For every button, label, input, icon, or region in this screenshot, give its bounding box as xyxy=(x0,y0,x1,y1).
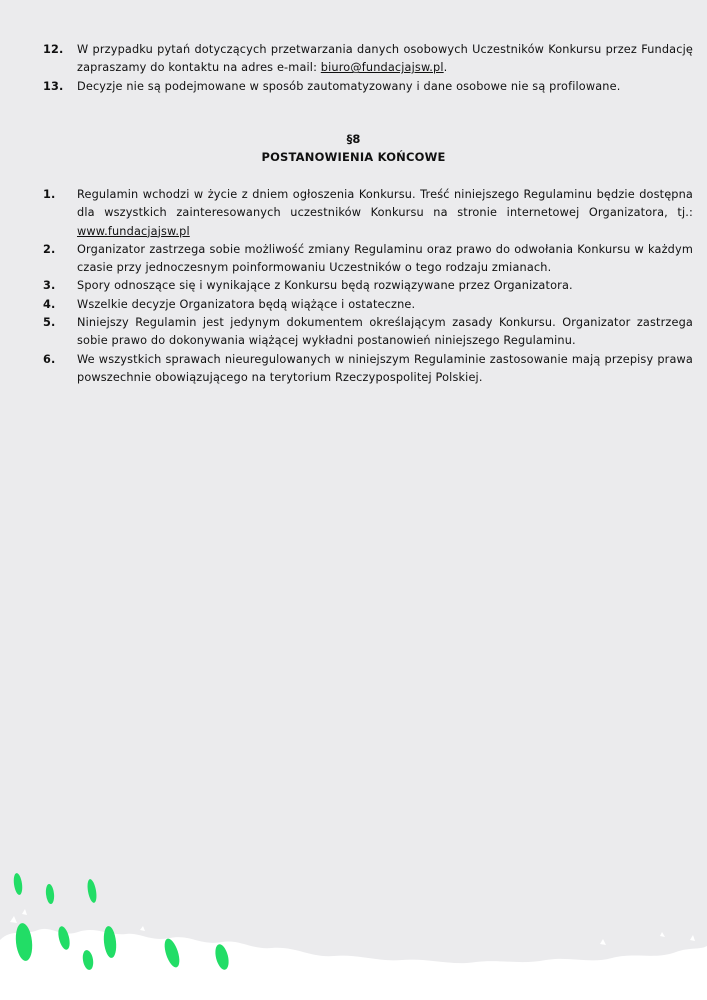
list-item xyxy=(0,314,707,351)
website-link[interactable]: www.fundacjajsw.pl xyxy=(77,224,190,238)
section-number: §8 xyxy=(346,132,361,146)
item-text: Spory odnoszące się i wynikające z Konkursu będą rozwiązywane przez Organizatora. xyxy=(77,279,573,293)
list-item xyxy=(0,241,707,278)
email-link[interactable]: biuro@fundacjajsw.pl xyxy=(320,61,444,75)
list-item xyxy=(0,186,707,241)
item-number: 6. xyxy=(43,352,56,366)
item-text: Decyzje nie są podejmowane w sposób zautomatyzowany i dane osobowe nie są profilowane. xyxy=(77,79,621,93)
item-text: Wszelkie decyzje Organizatora będą wiążące i ostateczne. xyxy=(77,297,416,311)
item-number: 1. xyxy=(43,188,56,201)
list-item xyxy=(0,41,707,78)
item-number: 12. xyxy=(43,43,64,56)
green-mark xyxy=(86,878,98,903)
item-number: 2. xyxy=(43,242,56,256)
list-item xyxy=(0,277,707,295)
footer-decoration xyxy=(0,870,707,1000)
item-text: We wszystkich sprawach nieuregulowanych w niniejszym Regulaminie zastosowanie mają przepisy prawa powszechnie obowiązującego na terytorium Rzeczypospolitej Polskiej. xyxy=(77,352,693,384)
list-item xyxy=(0,296,707,314)
item-number: 3. xyxy=(43,279,56,293)
green-mark xyxy=(45,884,55,905)
list-item xyxy=(0,351,707,388)
final-provisions-list xyxy=(0,186,707,387)
item-text: Niniejszy Regulamin jest jedynym dokumentem określającym zasady Konkursu. Organizator zastrzega sobie prawo do dokonywania wiążącej wykładni postanowień niniejszego Regulaminu. xyxy=(77,316,693,348)
item-number: 4. xyxy=(43,297,56,311)
data-protection-list xyxy=(0,41,707,96)
item-text-body: W przypadku pytań dotyczących przetwarzania danych osobowych Uczestników Konkursu przez Fundację zapraszamy do kontaktu na adres e-mail: xyxy=(77,43,693,75)
item-text-end: . xyxy=(443,61,448,75)
item-text: Organizator zastrzega sobie możliwość zmiany Regulaminu oraz prawo do odwołania Konkursu w każdym czasie przy jednoczesnym poinformowaniu Uczestników o tego rodzaju zmianach. xyxy=(77,242,693,275)
item-text-body: Regulamin wchodzi w życie z dniem ogłoszenia Konkursu. Treść niniejszego Regulaminu będzie dostępna dla wszystkich zainteresowanych uczestników Konkursu na stronie internetowej Organizatora, tj.: xyxy=(77,188,693,220)
green-mark xyxy=(13,873,24,896)
item-number: 5. xyxy=(43,316,56,330)
item-text xyxy=(77,41,693,78)
item-number: 13. xyxy=(43,79,64,93)
section-title: POSTANOWIENIA KOŃCOWE xyxy=(261,150,446,164)
list-item xyxy=(0,78,707,96)
item-text xyxy=(77,186,693,241)
